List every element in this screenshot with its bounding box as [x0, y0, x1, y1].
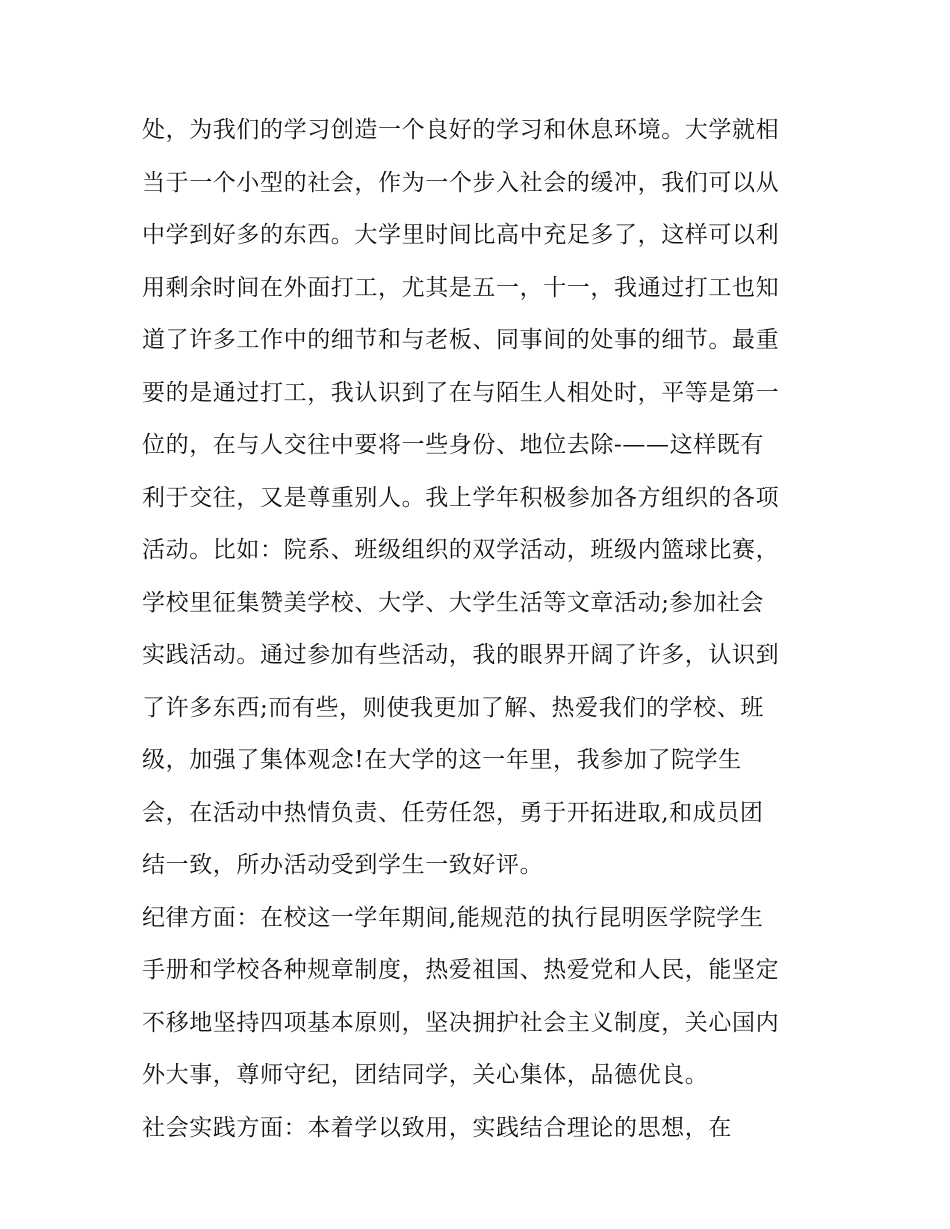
- text-line: 了许多东西;而有些，则使我更加了解、热爱我们的学校、班: [142, 694, 764, 721]
- text-line: 处，为我们的学习创造一个良好的学习和休息环境。大学就相: [142, 117, 780, 143]
- text-line: 用剩余时间在外面打工，尤其是五一，十一，我通过打工也知: [142, 274, 780, 301]
- text-line: 道了许多工作中的细节和与老板、同事间的处事的细节。最重: [142, 327, 780, 353]
- text-line: 会，在活动中热情负责、任劳任怨，勇于开拓进取,和成员团: [142, 799, 764, 826]
- text-line: 手册和学校各种规章制度，热爱祖国、热爱党和人民，能坚定: [142, 957, 780, 983]
- text-line: 中学到好多的东西。大学里时间比高中充足多了，这样可以利: [142, 222, 780, 248]
- text-line: 活动。比如：院系、班级组织的双学活动，班级内篮球比赛，: [142, 537, 780, 563]
- text-line: 外大事，尊师守纪，团结同学，关心集体，品德优良。: [142, 1062, 709, 1088]
- text-line: 要的是通过打工，我认识到了在与陌生人相处时，平等是第一: [142, 379, 780, 406]
- text-line: 当于一个小型的社会，作为一个步入社会的缓冲，我们可以从: [142, 169, 780, 196]
- text-line: 实践活动。通过参加有些活动，我的眼界开阔了许多，认识到: [142, 642, 780, 668]
- text-line: 纪律方面：在校这一学年期间,能规范的执行昆明医学院学生: [142, 904, 764, 931]
- text-line: 社会实践方面：本着学以致用，实践结合理论的思想，在: [142, 1114, 732, 1141]
- body-text: [142, 104, 832, 1154]
- text-line: 利于交往，又是尊重别人。我上学年积极参加各方组织的各项: [142, 484, 780, 511]
- text-line: 结一致，所办活动受到学生一致好评。: [142, 852, 544, 878]
- text-line: 学校里征集赞美学校、大学、大学生活等文章活动;参加社会: [142, 589, 764, 616]
- text-line: 不移地坚持四项基本原则，坚决拥护社会主义制度，关心国内: [142, 1009, 780, 1036]
- text-line: 级，加强了集体观念!在大学的这一年里，我参加了院学生: [142, 747, 742, 773]
- text-line: 位的，在与人交往中要将一些身份、地位去除-——这样既有: [142, 432, 764, 458]
